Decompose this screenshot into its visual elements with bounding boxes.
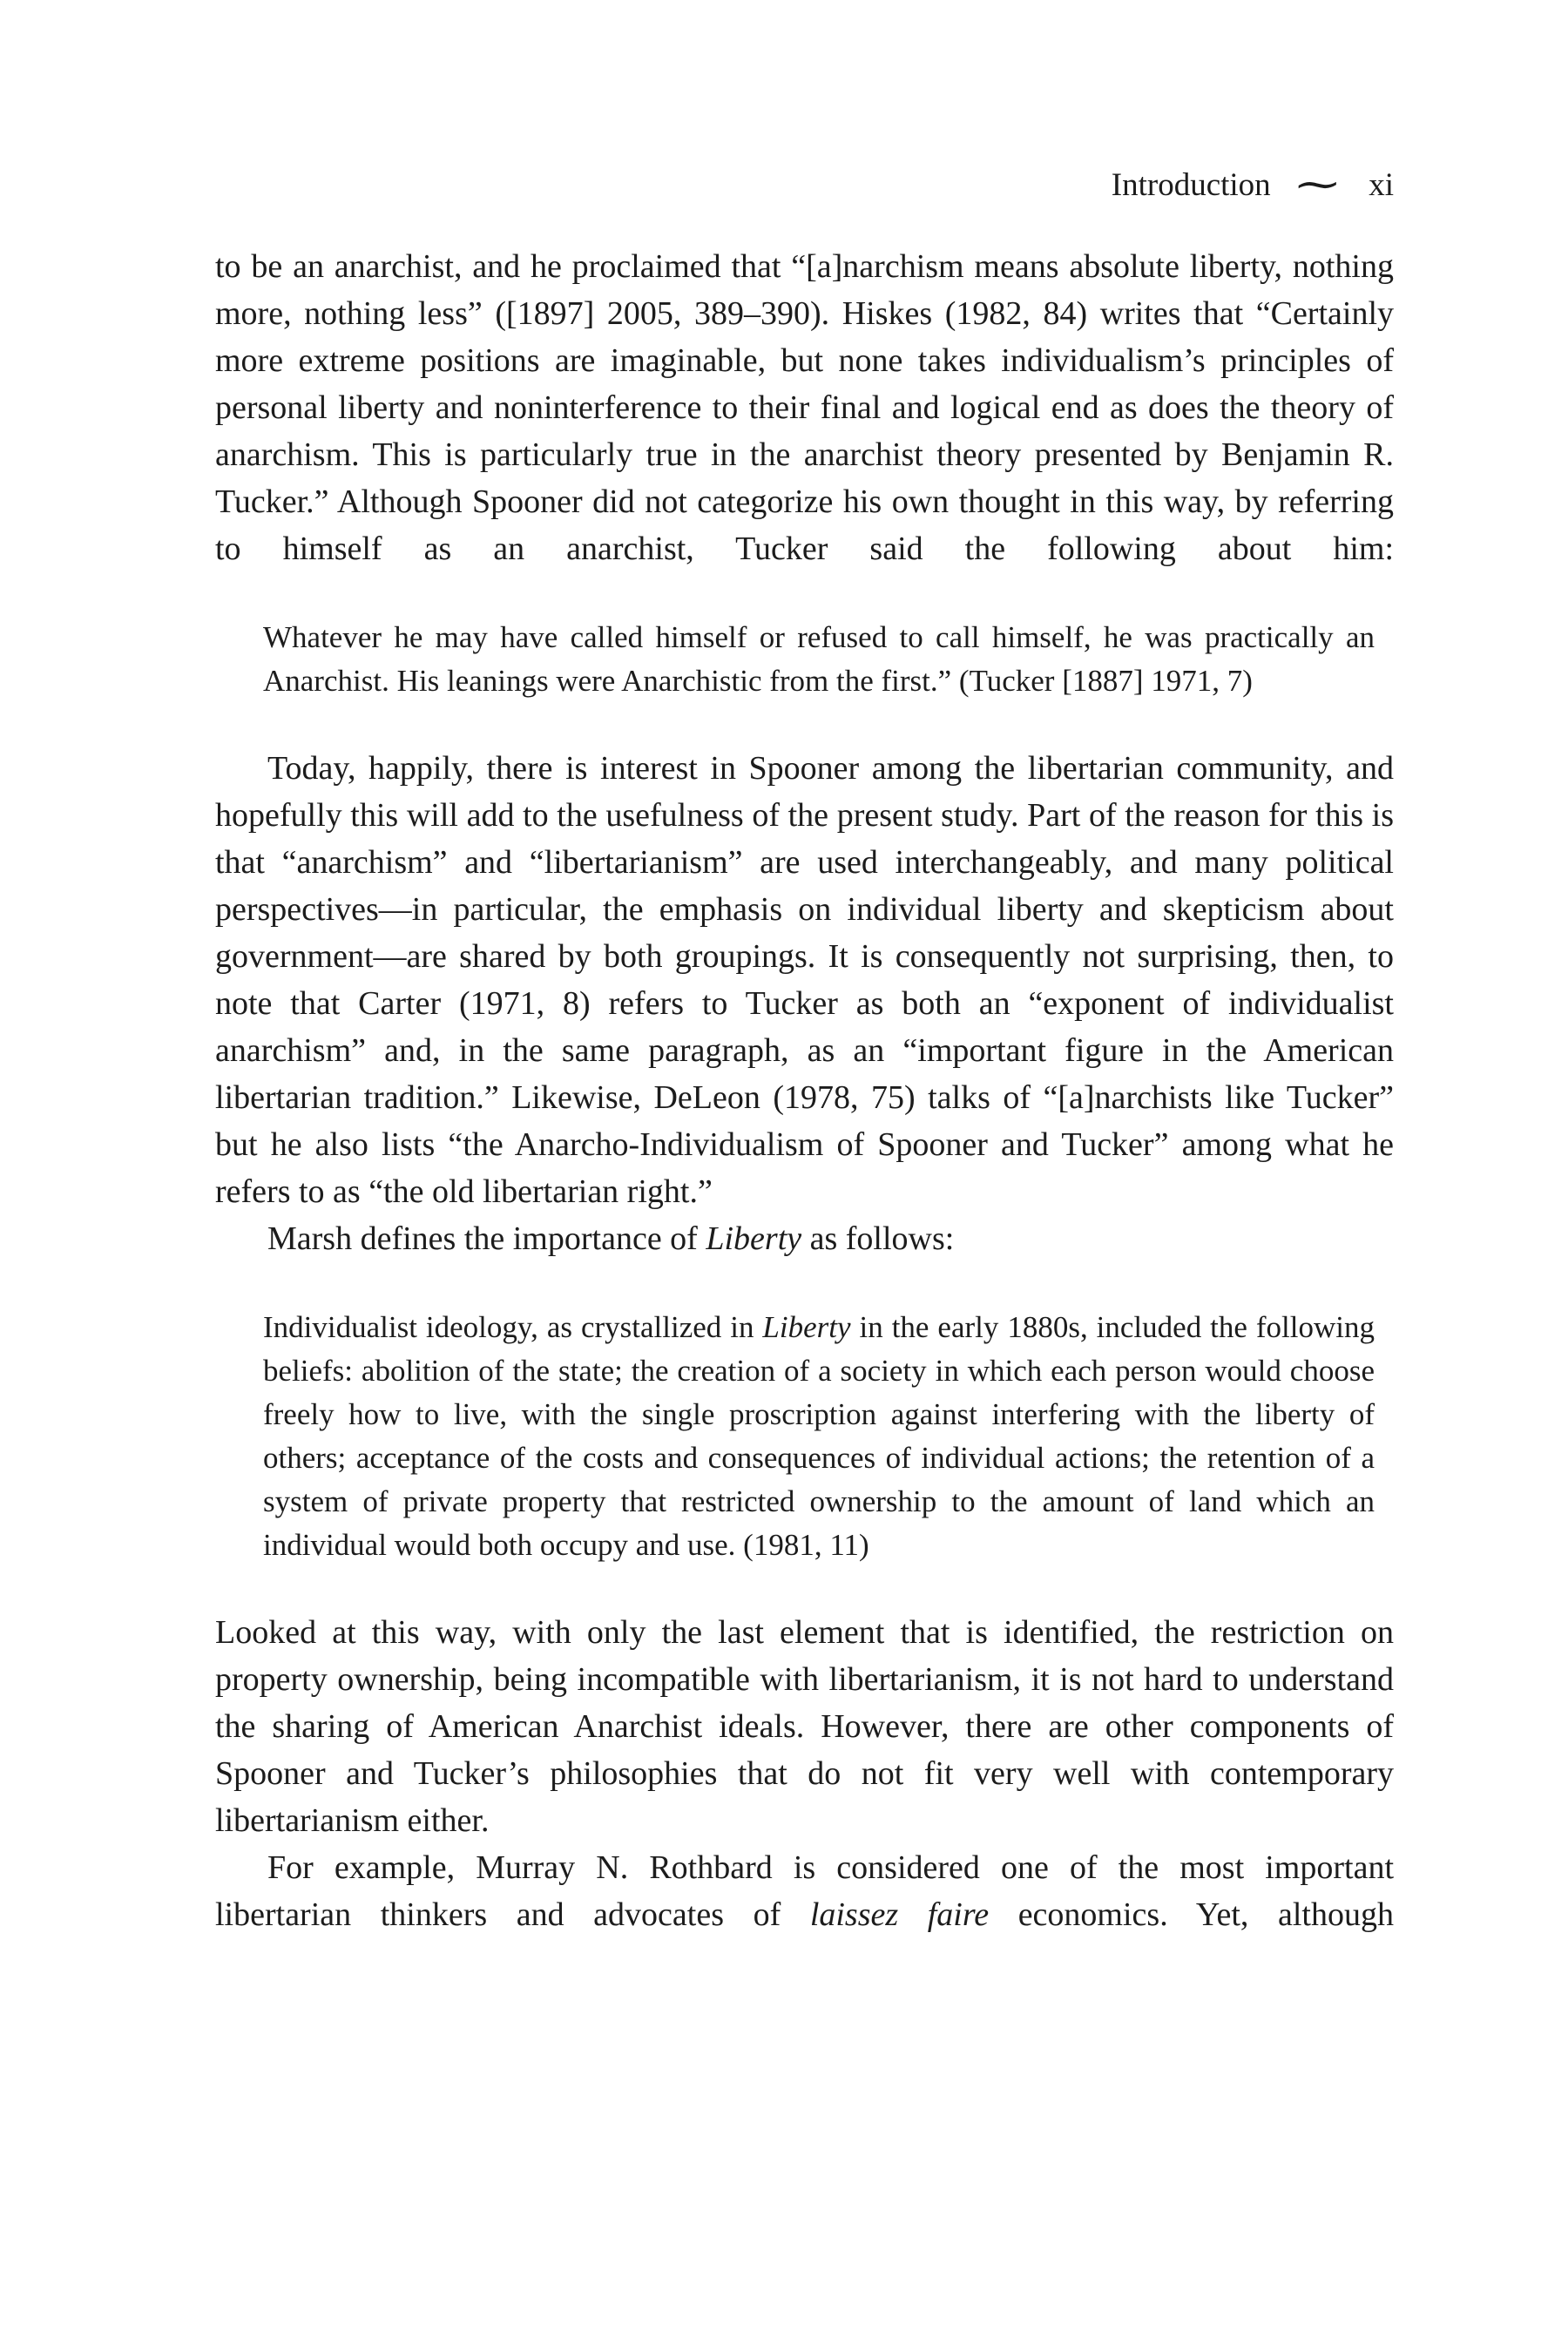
paragraph-marsh-defines <box>215 1215 1394 1262</box>
italic-liberty-title: Liberty <box>706 1220 802 1257</box>
quote-text: Individualist ideology, as crystallized in <box>263 1310 763 1344</box>
block-quote-marsh <box>263 1306 1375 1567</box>
paragraph-text: Marsh defines the importance of <box>267 1220 706 1257</box>
page-number: xi <box>1369 167 1394 203</box>
paragraph-text: For example, Murray N. Rothbard is considered one of the most important libertarian thinkers and advocates of <box>215 1849 1394 1933</box>
paragraph-for-example <box>215 1844 1394 1938</box>
section-title: Introduction <box>1111 167 1271 203</box>
quote-text: in the early 1880s, included the following beliefs: abolition of the state; the creation of a society in which each person would choose freely how to live, with the single proscription against interfering with the liberty of others; acceptance of the costs and consequences of individual actions; the retention of a system of private property that restricted ownership to the amount of land which an individual would both occupy and use. (1981, 11) <box>263 1310 1375 1562</box>
swung-dash-ornament: ∼ <box>1292 162 1342 206</box>
italic-laissez-faire: laissez faire <box>809 1896 990 1933</box>
paragraph-text: economics. Yet, although <box>989 1896 1394 1933</box>
italic-liberty-title: Liberty <box>762 1310 851 1344</box>
paragraph-anarchist-continuation: to be an anarchist, and he proclaimed that “[a]narchism means absolute liberty, nothing more, nothing less” ([1897] 2005, 389–390). Hiskes (1982, 84) writes that “Certainly more extreme positions are imaginable, but none takes individualism’s principles of personal liberty and noninterference to their final and logical end as does the theory of anarchism. This is particularly true in the anarchist theory presented by Benjamin R. Tucker.” Although Spooner did not categorize his own thought in this way, by referring to himself as an anarchist, Tucker said the following about him: <box>215 248 1394 567</box>
paragraph-looked-at-this-way: Looked at this way, with only the last element that is identified, the restriction on property ownership, being incompatible with libertarianism, it is not hard to understand the sharing of American Anarchist ideals. However, there are other components of Spooner and Tucker’s philosophies that do not fit very well with contemporary libertarianism either. <box>215 1614 1394 1839</box>
block-quote-tucker: Whatever he may have called himself or refused to call himself, he was practically an Anarchist. His leanings were Anarchistic from the first.” (Tucker [1887] 1971, 7) <box>263 620 1375 698</box>
paragraph-today-happily: Today, happily, there is interest in Spooner among the libertarian community, and hopefully this will add to the usefulness of the present study. Part of the reason for this is that “anarchism” and “libertarianism” are used interchangeably, and many political perspectives—in particular, the emphasis on individual liberty and skepticism about government—are shared by both groupings. It is consequently not surprising, then, to note that Carter (1971, 8) refers to Tucker as both an “exponent of individualist anarchism” and, in the same paragraph, as an “important figure in the American libertarian tradition.” Likewise, DeLeon (1978, 75) talks of “[a]narchists like Tucker” but he also lists “the Anarcho-Individualism of Spooner and Tucker” among what he refers to as “the old libertarian right.” <box>215 750 1394 1210</box>
text-column <box>215 243 1394 1938</box>
paragraph-text: as follows: <box>801 1220 955 1257</box>
running-head <box>1111 162 1394 206</box>
